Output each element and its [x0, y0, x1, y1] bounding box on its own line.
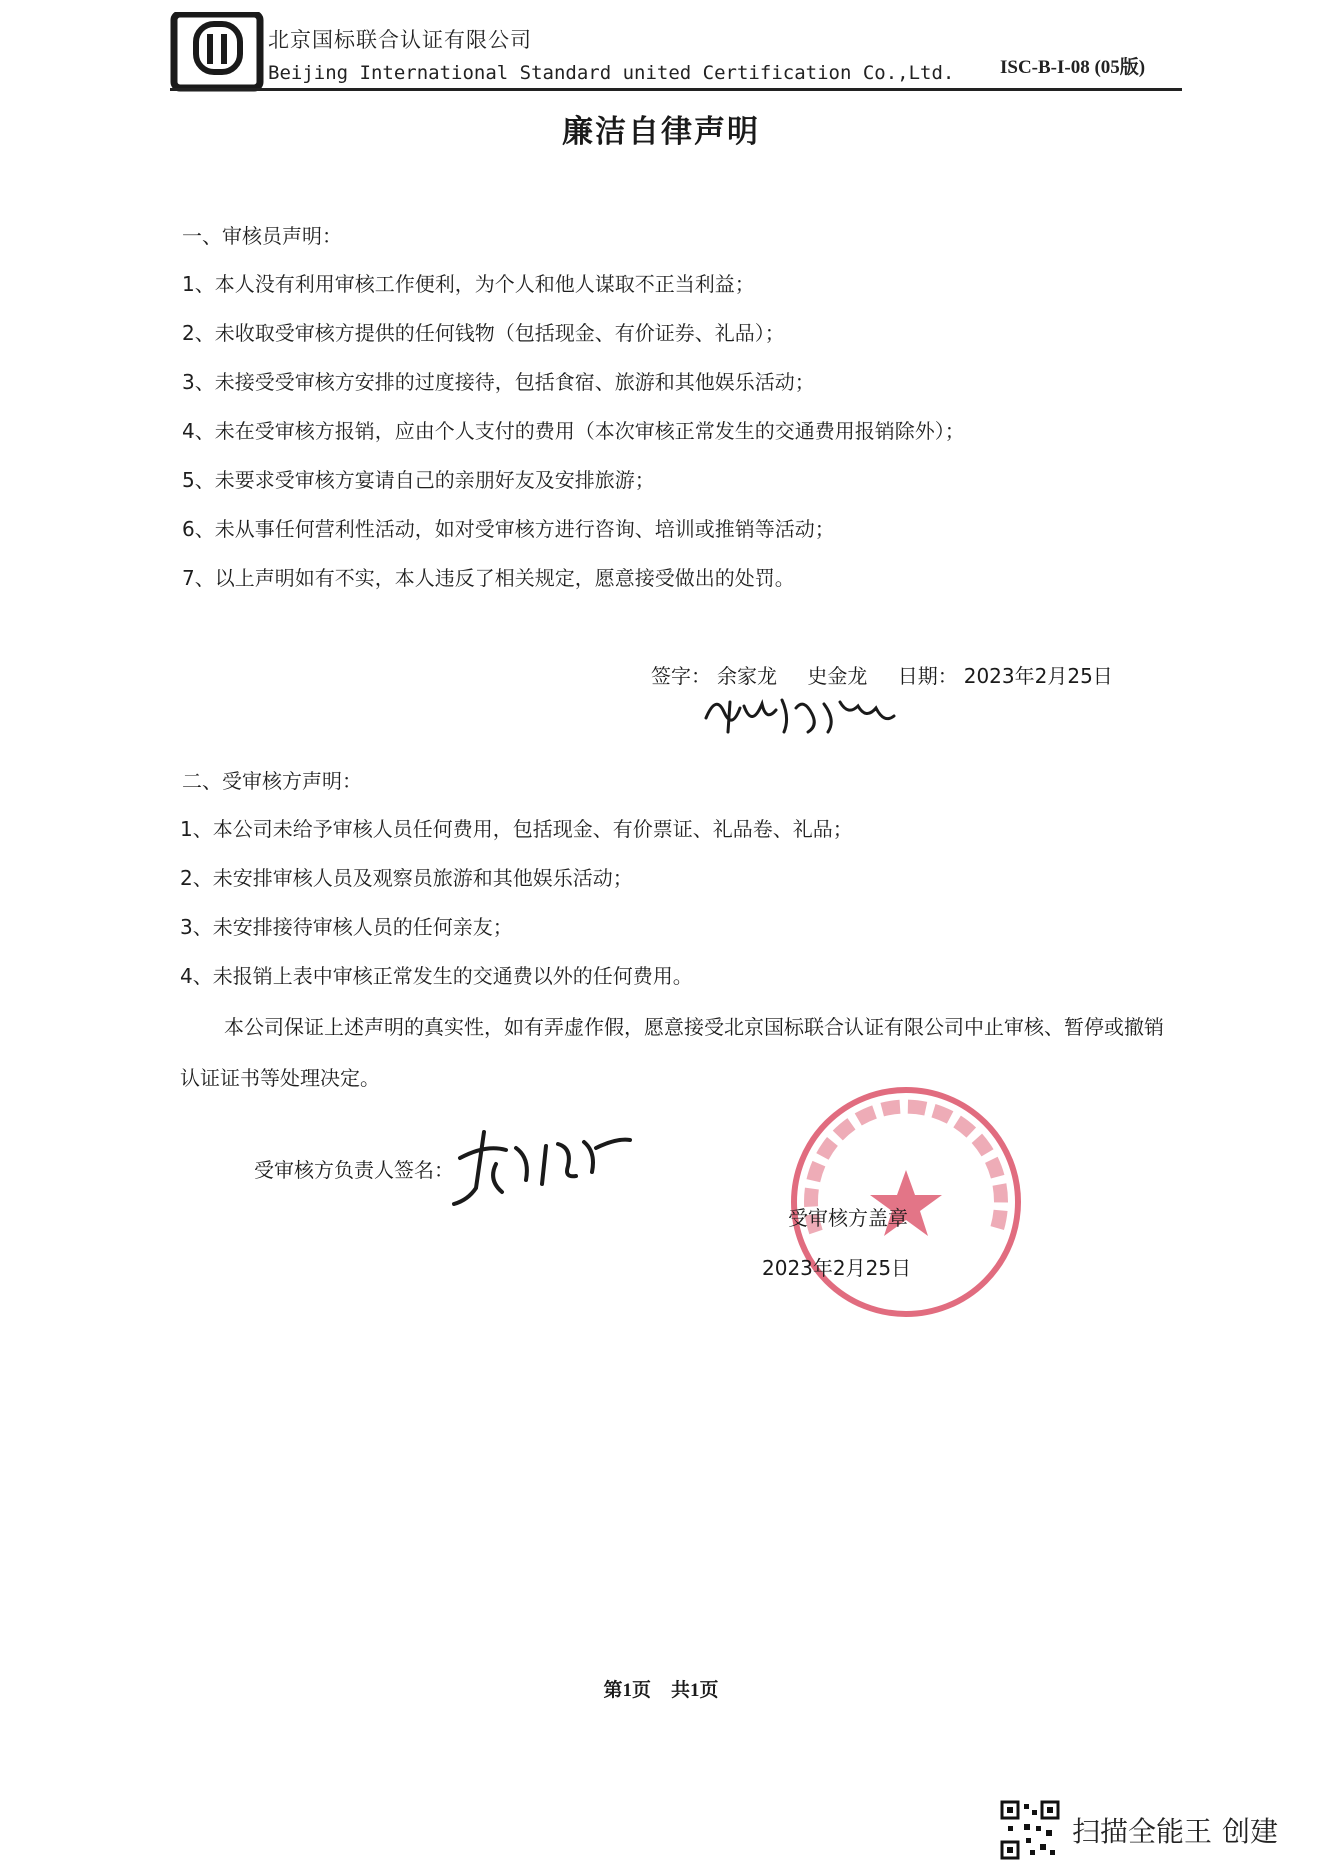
- list-item: 4、未在受审核方报销，应由个人支付的费用（本次审核正常发生的交通费用报销除外）；: [182, 419, 965, 443]
- list-item: 4、未报销上表中审核正常发生的交通费以外的任何费用。: [180, 964, 693, 988]
- scanner-watermark: [1072, 1810, 1288, 1850]
- company-logo: [170, 12, 264, 92]
- page-current: 第1页: [603, 1680, 651, 1701]
- section1-list: [182, 268, 965, 611]
- section2-heading: 二、受审核方声明：: [182, 769, 362, 793]
- auditor-name: 余家龙: [717, 664, 777, 688]
- list-item: 7、以上声明如有不实，本人违反了相关规定，愿意接受做出的处罚。: [182, 566, 795, 590]
- section2-list: [180, 813, 853, 1009]
- list-item: 1、本人没有利用审核工作便利，为个人和他人谋取不正当利益；: [182, 272, 755, 296]
- auditor-name: 史金龙: [807, 664, 868, 688]
- company-name-cn: 北京国标联合认证有限公司: [268, 28, 532, 52]
- responsible-handwritten-signature: [446, 1118, 636, 1210]
- page-total: 共1页: [671, 1680, 719, 1701]
- list-item: 3、未安排接待审核人员的任何亲友；: [180, 915, 513, 939]
- scanner-action: 创建: [1222, 1815, 1279, 1848]
- list-item: 6、未从事任何营利性活动，如对受审核方进行咨询、培训或推销等活动；: [182, 517, 835, 541]
- company-name-en: Beijing International Standard united Certification Co.,Ltd.: [268, 62, 955, 84]
- list-item: 2、未安排审核人员及观察员旅游和其他娱乐活动；: [180, 866, 633, 890]
- list-item: 3、未接受受审核方安排的过度接待，包括食宿、旅游和其他娱乐活动；: [182, 370, 815, 394]
- auditor-date: 2023年2月25日: [963, 664, 1113, 688]
- section1-heading: 一、审核员声明：: [182, 224, 342, 248]
- page-number: [0, 1675, 1322, 1702]
- auditor-handwritten-signature: [700, 688, 900, 740]
- header-divider: [170, 88, 1182, 91]
- page-title: 廉洁自律声明: [562, 114, 760, 150]
- auditor-signature-line: [651, 660, 1119, 689]
- scanner-app: 扫描全能王: [1072, 1815, 1213, 1848]
- qr-code-icon: [1000, 1800, 1060, 1860]
- list-item: 5、未要求受审核方宴请自己的亲朋好友及安排旅游；: [182, 468, 655, 492]
- date-label: 日期：: [897, 664, 958, 688]
- seal-label: 受审核方盖章: [788, 1206, 908, 1230]
- list-item: 2、未收取受审核方提供的任何钱物（包括现金、有价证券、礼品）；: [182, 321, 785, 345]
- signature-label: 签字：: [651, 664, 711, 688]
- responsible-signature-label: 受审核方负责人签名：: [254, 1158, 454, 1182]
- list-item: 1、本公司未给予审核人员任何费用，包括现金、有价票证、礼品卷、礼品；: [180, 817, 853, 841]
- seal-date: 2023年2月25日: [762, 1256, 912, 1280]
- guarantee-paragraph: 本公司保证上述声明的真实性，如有弄虚作假，愿意接受北京国标联合认证有限公司中止审核、暂停或撤销认证证书等处理决定。: [180, 1015, 1164, 1090]
- document-code: ISC-B-I-08 (05版): [1000, 57, 1146, 78]
